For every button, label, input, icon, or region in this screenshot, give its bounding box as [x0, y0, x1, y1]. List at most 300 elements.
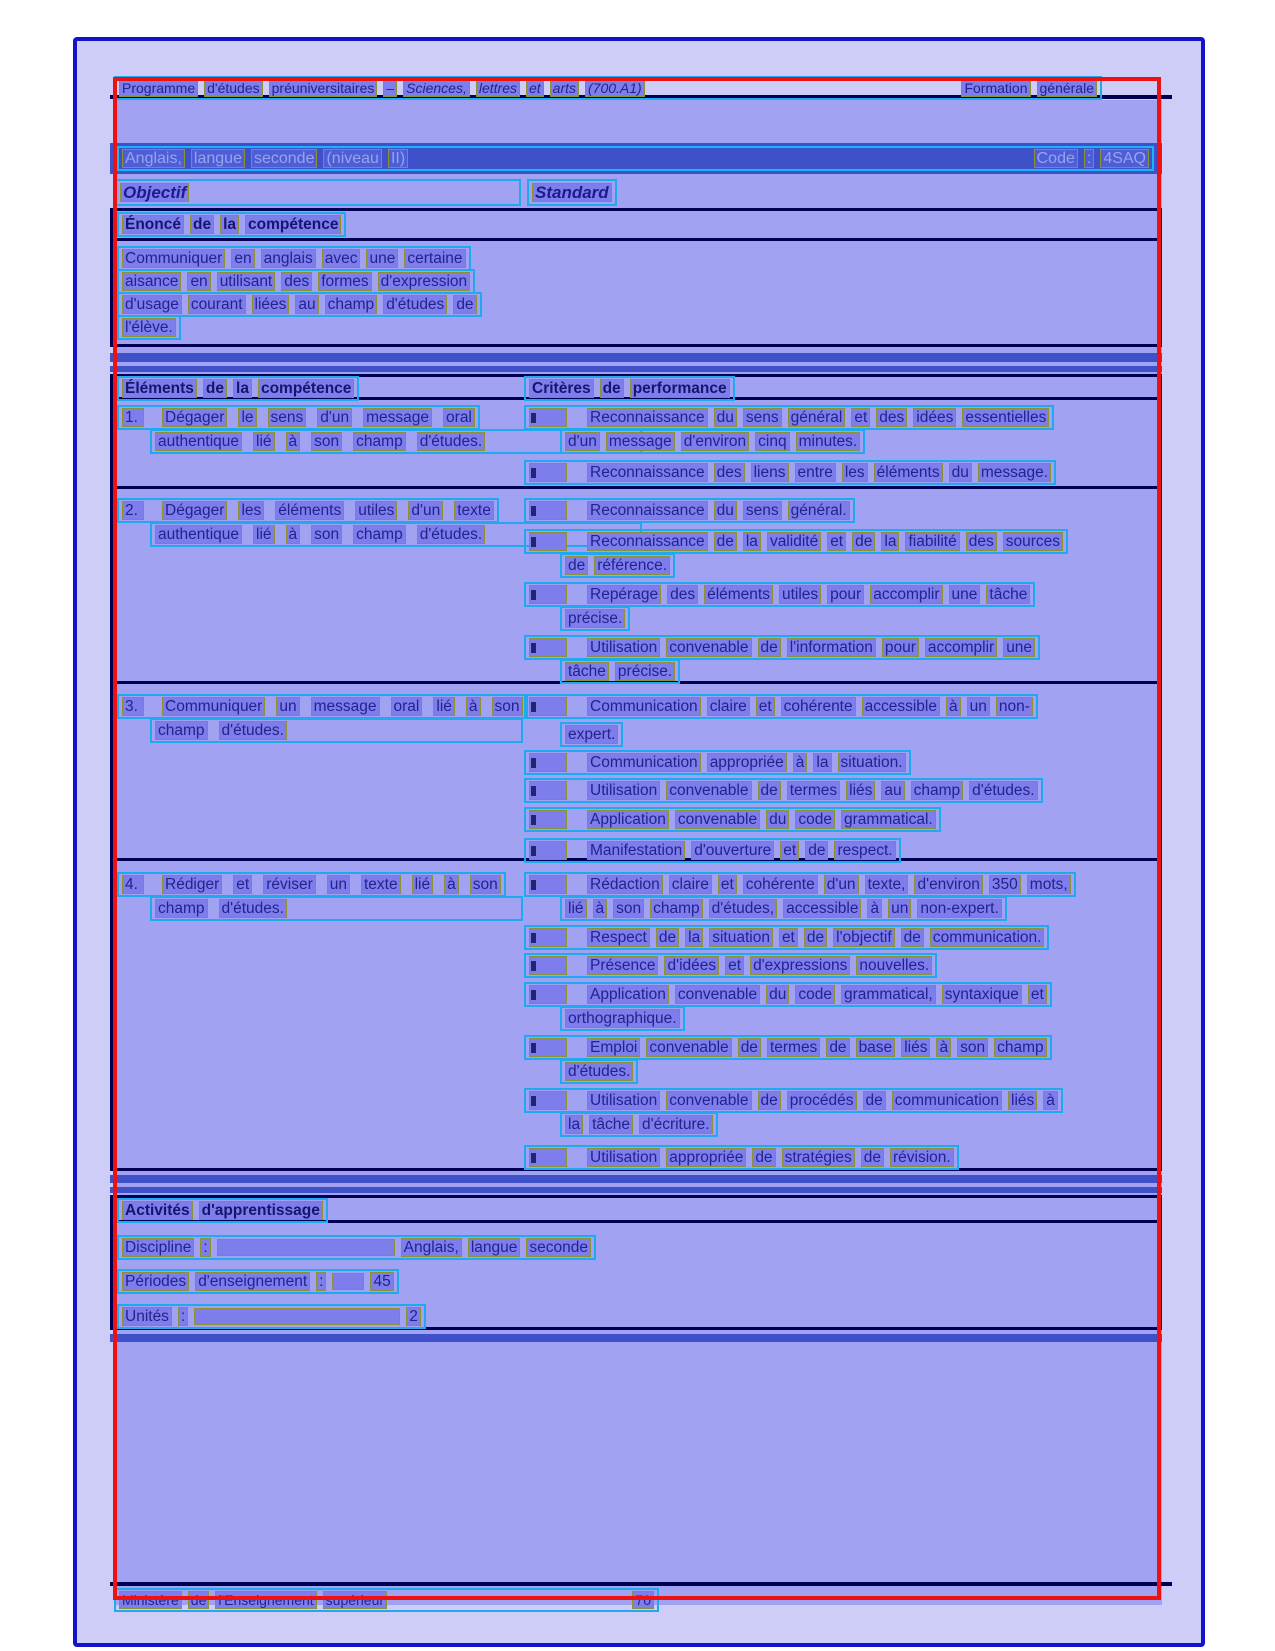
word-box: tâche — [565, 662, 609, 681]
word-box: d'un — [565, 432, 600, 451]
word-box: procédés — [787, 1091, 857, 1110]
word-box: d'environ — [914, 875, 982, 894]
word-box: : — [316, 1272, 326, 1291]
word-box: et — [851, 408, 870, 427]
item-number: 3. — [122, 697, 144, 716]
word-box: l'objectif — [833, 928, 895, 947]
competence-item-line — [117, 694, 528, 719]
word-box: liés — [846, 781, 875, 800]
word-box: Objectif — [120, 183, 189, 202]
criteria-line — [560, 659, 680, 684]
criteria-line — [560, 1112, 718, 1137]
word-box: de — [758, 1091, 781, 1110]
word-box: convenable — [666, 781, 751, 800]
word-box: de — [656, 928, 679, 947]
competence-item-text — [155, 721, 287, 740]
word-box: certaine — [404, 249, 465, 268]
word-box: des — [966, 532, 997, 551]
table-right-header-text — [529, 379, 730, 398]
word-box: un — [276, 697, 299, 716]
criteria-text — [587, 638, 1035, 657]
competence-item-text — [162, 875, 501, 894]
word-box: essentielles — [962, 408, 1049, 427]
criteria-text — [565, 725, 618, 744]
competence-item-text — [162, 697, 523, 716]
word-box: – — [383, 79, 397, 97]
activities-label — [122, 1307, 188, 1326]
word-box: 2 — [406, 1307, 421, 1326]
word-box: général. — [788, 501, 850, 520]
word-box: code — [795, 810, 835, 829]
word-box: champ — [155, 899, 208, 918]
criteria-line — [524, 1088, 1063, 1113]
word-box: Présence — [587, 956, 658, 975]
bullet-icon — [529, 697, 567, 716]
word-box: seconde — [526, 1238, 591, 1257]
word-box: Rédaction — [587, 875, 663, 894]
word-box: d'un — [317, 408, 352, 427]
criteria-text — [587, 532, 1063, 551]
criteria-line — [524, 778, 1043, 803]
criteria-line — [524, 1035, 1052, 1060]
item-number: 4. — [122, 875, 144, 894]
word-box: Sciences, — [403, 79, 470, 97]
word-box: de — [805, 841, 828, 860]
word-box: claire — [669, 875, 712, 894]
word-box: idées — [913, 408, 956, 427]
criteria-text — [587, 1038, 1047, 1057]
word-box: Application — [587, 810, 669, 829]
criteria-text — [587, 697, 1033, 716]
word-box: la — [743, 532, 761, 551]
word-box: sens — [743, 501, 782, 520]
criteria-text — [565, 1009, 680, 1028]
word-box: à — [593, 899, 608, 918]
word-box: champ — [155, 721, 208, 740]
word-box: grammatical, — [841, 985, 936, 1004]
word-box: accomplir — [925, 638, 997, 657]
word-box: courant — [188, 295, 246, 314]
word-box: de — [901, 928, 924, 947]
word-box: fiabilité — [905, 532, 959, 551]
word-box: d'ouverture — [691, 841, 774, 860]
word-box: II) — [388, 149, 408, 168]
enonce-heading — [117, 212, 346, 237]
word-box: compétence — [258, 379, 354, 398]
word-box: champ — [994, 1038, 1047, 1057]
word-box: claire — [707, 697, 750, 716]
word-box: message. — [978, 463, 1051, 482]
word-box: champ — [353, 432, 406, 451]
word-box: Communication — [587, 753, 701, 772]
word-box: de — [565, 556, 588, 575]
bullet-icon — [529, 501, 567, 520]
word-box: une — [366, 249, 398, 268]
word-box: non-expert. — [917, 899, 1001, 918]
word-box: à — [1043, 1091, 1058, 1110]
word-box: oral — [443, 408, 475, 427]
criteria-line — [524, 405, 1054, 430]
bullet-icon — [529, 408, 567, 427]
word-box: Utilisation — [587, 1148, 660, 1167]
word-box: à — [867, 899, 882, 918]
word-box: au — [881, 781, 904, 800]
bullet-icon — [529, 781, 567, 800]
criteria-line — [560, 606, 630, 631]
word-box: et — [756, 697, 775, 716]
word-box: une — [949, 585, 981, 604]
word-box: code — [795, 985, 835, 1004]
word-box: d'idées — [664, 956, 719, 975]
table-left-header-text — [122, 379, 354, 398]
word-box: base — [856, 1038, 896, 1057]
word-box: accessible — [783, 899, 861, 918]
word-box: lié — [253, 525, 275, 544]
word-box: syntaxique — [942, 985, 1022, 1004]
criteria-text — [587, 1148, 954, 1167]
word-box: sens — [268, 408, 307, 427]
criteria-line — [560, 896, 1007, 921]
word-box: et — [779, 928, 798, 947]
word-box: authentique — [155, 525, 242, 544]
word-box: Anglais, — [122, 149, 185, 168]
word-box: aisance — [122, 272, 181, 291]
section-bar — [110, 1187, 1162, 1193]
word-box: de — [826, 1038, 849, 1057]
competence-item-text — [162, 501, 494, 520]
word-box: son — [311, 432, 342, 451]
footer-rule — [110, 1582, 1172, 1586]
word-box: liens — [751, 463, 789, 482]
section-bar — [110, 1334, 1162, 1342]
word-box: éléments — [704, 585, 773, 604]
word-box: message — [363, 408, 432, 427]
word-box: message — [311, 697, 380, 716]
bullet-icon — [529, 1091, 567, 1110]
criteria-text — [565, 556, 670, 575]
word-box: de — [863, 1091, 886, 1110]
word-box: des — [714, 463, 745, 482]
standard-label — [532, 183, 612, 202]
word-box: à — [444, 875, 459, 894]
bullet-icon — [529, 1038, 567, 1057]
criteria-line — [524, 498, 855, 523]
word-box: arts — [550, 79, 579, 97]
word-box: préuniversitaires — [269, 79, 378, 97]
activities-row — [117, 1304, 426, 1329]
page-header-right — [961, 79, 1097, 97]
course-title-line — [117, 146, 1154, 171]
word-box: convenable — [666, 638, 751, 657]
word-box: Critères — [529, 379, 594, 398]
word-box: minutes. — [796, 432, 861, 451]
word-box: texte, — [865, 875, 909, 894]
field-spacer — [332, 1273, 364, 1290]
word-box: sens — [743, 408, 782, 427]
criteria-text — [587, 985, 1047, 1004]
word-box: éléments — [275, 501, 344, 520]
criteria-text — [587, 928, 1044, 947]
page-header-left — [119, 79, 645, 97]
activities-label — [122, 1238, 211, 1257]
page-number: 70 — [632, 1591, 654, 1609]
word-box: Activités — [122, 1201, 193, 1220]
word-box: liées — [252, 295, 290, 314]
word-box: de — [453, 295, 476, 314]
criteria-text — [565, 432, 860, 451]
competence-item-text — [155, 525, 485, 544]
word-box: utiles — [779, 585, 821, 604]
word-box: un — [327, 875, 350, 894]
word-box: un — [967, 697, 990, 716]
competence-item-line — [117, 498, 499, 523]
bullet-icon — [529, 956, 567, 975]
word-box: anglais — [261, 249, 316, 268]
enonce-divider — [110, 238, 1162, 241]
word-box: d'un — [824, 875, 859, 894]
word-box: du — [766, 810, 789, 829]
word-box: authentique — [155, 432, 242, 451]
word-box: situation — [709, 928, 773, 947]
activities-value — [406, 1307, 421, 1326]
word-box: précise. — [565, 609, 625, 628]
competence-item-line — [150, 718, 523, 743]
word-box: Ministère — [119, 1591, 182, 1609]
word-box: respect. — [834, 841, 895, 860]
criteria-line — [560, 429, 865, 454]
word-box: des — [876, 408, 907, 427]
word-box: d'études — [383, 295, 447, 314]
word-box: d'usage — [122, 295, 182, 314]
word-box: de — [190, 215, 214, 234]
word-box: champ — [911, 781, 964, 800]
word-box: : — [200, 1238, 210, 1257]
word-box: d'études. — [969, 781, 1037, 800]
enonce-line — [117, 315, 181, 340]
competence-item-line — [150, 896, 523, 921]
word-box: et — [526, 79, 544, 97]
course-title — [122, 149, 408, 168]
criteria-text — [587, 956, 932, 975]
word-box: d'expression — [378, 272, 471, 291]
column-head-standard — [527, 179, 617, 206]
criteria-text — [587, 408, 1049, 427]
word-box: lié — [565, 899, 587, 918]
word-box: d'études. — [417, 432, 485, 451]
bullet-icon — [529, 463, 567, 482]
word-box: son — [311, 525, 342, 544]
word-box: son — [470, 875, 501, 894]
word-box: en — [187, 272, 210, 291]
criteria-text — [587, 753, 906, 772]
activities-value — [401, 1238, 591, 1257]
word-box: non- — [996, 697, 1033, 716]
word-box: et — [718, 875, 737, 894]
word-box: validité — [767, 532, 821, 551]
criteria-line — [560, 1006, 685, 1031]
word-box: Reconnaissance — [587, 463, 708, 482]
word-box: d'études, — [709, 899, 777, 918]
objectif-label — [120, 183, 189, 202]
word-box: Utilisation — [587, 781, 660, 800]
word-box: d'études. — [565, 1062, 633, 1081]
word-box: 350 — [989, 875, 1021, 894]
word-box: Emploi — [587, 1038, 640, 1057]
word-box: grammatical. — [841, 810, 936, 829]
word-box: pour — [882, 638, 919, 657]
word-box: 45 — [370, 1272, 393, 1291]
bullet-icon — [529, 928, 567, 947]
word-box: termes — [767, 1038, 820, 1057]
word-box: liés — [901, 1038, 930, 1057]
word-box: appropriée — [666, 1148, 746, 1167]
word-box: éléments — [874, 463, 943, 482]
field-spacer — [194, 1308, 400, 1325]
word-box: lié — [253, 432, 275, 451]
enonce-text — [122, 318, 176, 337]
word-box: révision. — [890, 1148, 954, 1167]
criteria-line — [524, 750, 911, 775]
word-box: à — [286, 432, 301, 451]
word-box: communication. — [930, 928, 1045, 947]
criteria-line — [560, 722, 623, 747]
activities-row — [117, 1269, 399, 1294]
enonce-line — [117, 246, 471, 271]
word-box: Périodes — [122, 1272, 189, 1291]
word-box: d'enseignement — [195, 1272, 310, 1291]
word-box: Programme — [119, 79, 198, 97]
word-box: performance — [630, 379, 730, 398]
section-bar — [110, 353, 1162, 362]
criteria-line — [524, 460, 1056, 485]
word-box: de — [600, 379, 624, 398]
word-box: orthographique. — [565, 1009, 680, 1028]
word-box: tâche — [986, 585, 1030, 604]
word-box: Communiquer — [162, 697, 265, 716]
page-header-left-regular — [119, 79, 397, 97]
word-box: Rédiger — [162, 875, 222, 894]
word-box: de — [861, 1148, 884, 1167]
criteria-text — [587, 781, 1038, 800]
enonce-text — [122, 249, 466, 268]
word-box: champ — [353, 525, 406, 544]
word-box: et — [233, 875, 252, 894]
item-number: 2. — [122, 501, 144, 520]
criteria-line — [560, 1059, 638, 1084]
word-box: cohérente — [743, 875, 818, 894]
criteria-text — [565, 662, 675, 681]
section-bar — [110, 1175, 1162, 1183]
word-box: de — [758, 638, 781, 657]
word-box: à — [946, 697, 961, 716]
criteria-text — [565, 1115, 713, 1134]
word-box: la — [881, 532, 899, 551]
word-box: Standard — [532, 183, 612, 202]
word-box: communication — [892, 1091, 1002, 1110]
word-box: à — [936, 1038, 951, 1057]
word-box: réviser — [263, 875, 316, 894]
section-bar — [110, 366, 1162, 372]
word-box: et — [725, 956, 744, 975]
word-box: Application — [587, 985, 669, 1004]
word-box: d'expressions — [750, 956, 850, 975]
word-box: du — [949, 463, 972, 482]
word-box: cohérente — [781, 697, 856, 716]
word-box: en — [231, 249, 254, 268]
word-box: formes — [318, 272, 371, 291]
word-box: Code — [1034, 149, 1078, 168]
criteria-line — [524, 635, 1040, 660]
word-box: précise. — [615, 662, 675, 681]
word-box: la — [685, 928, 703, 947]
word-box: appropriée — [707, 753, 787, 772]
word-box: l'information — [787, 638, 876, 657]
enonce-line — [117, 269, 475, 294]
criteria-text — [587, 841, 896, 860]
enonce-text — [122, 272, 470, 291]
word-box: lié — [412, 875, 434, 894]
word-box: la — [565, 1115, 583, 1134]
criteria-line — [524, 872, 1076, 897]
word-box: Repérage — [587, 585, 661, 604]
table-right-header — [524, 376, 735, 401]
word-box: Reconnaissance — [587, 501, 708, 520]
page-header-row — [114, 76, 1102, 100]
word-box: Reconnaissance — [587, 408, 708, 427]
criteria-text — [565, 609, 625, 628]
word-box: Éléments — [122, 379, 197, 398]
word-box: l'Enseignement — [215, 1591, 316, 1609]
bullet-icon — [529, 753, 567, 772]
criteria-line — [524, 807, 941, 832]
footer-text — [119, 1591, 387, 1609]
competence-item-text — [155, 432, 485, 451]
word-box: Reconnaissance — [587, 532, 708, 551]
word-box: et — [827, 532, 846, 551]
enonce-text — [122, 295, 477, 314]
criteria-line — [560, 553, 675, 578]
criteria-text — [565, 899, 1002, 918]
word-box: stratégies — [782, 1148, 855, 1167]
word-box: d'un — [408, 501, 443, 520]
word-box: de — [804, 928, 827, 947]
word-box: situation. — [838, 753, 906, 772]
word-box: de — [752, 1148, 775, 1167]
word-box: le — [238, 408, 256, 427]
enonce-heading-text — [122, 215, 341, 234]
word-box: de — [714, 532, 737, 551]
bullet-icon — [529, 985, 567, 1004]
word-box: oral — [391, 697, 423, 716]
word-box: convenable — [675, 810, 760, 829]
word-box: son — [492, 697, 523, 716]
word-box: de — [852, 532, 875, 551]
criteria-text — [587, 875, 1071, 894]
word-box: termes — [787, 781, 840, 800]
word-box: d'apprentissage — [199, 1201, 323, 1220]
word-box: d'études. — [417, 525, 485, 544]
bullet-icon — [529, 1148, 567, 1167]
word-box: utilisant — [217, 272, 276, 291]
word-box: texte — [361, 875, 401, 894]
word-box: d'études. — [219, 721, 287, 740]
word-box: de — [738, 1038, 761, 1057]
word-box: Dégager — [162, 501, 227, 520]
word-box: de — [203, 379, 227, 398]
bullet-icon — [529, 585, 567, 604]
word-box: d'études. — [219, 899, 287, 918]
bullet-icon — [529, 532, 567, 551]
